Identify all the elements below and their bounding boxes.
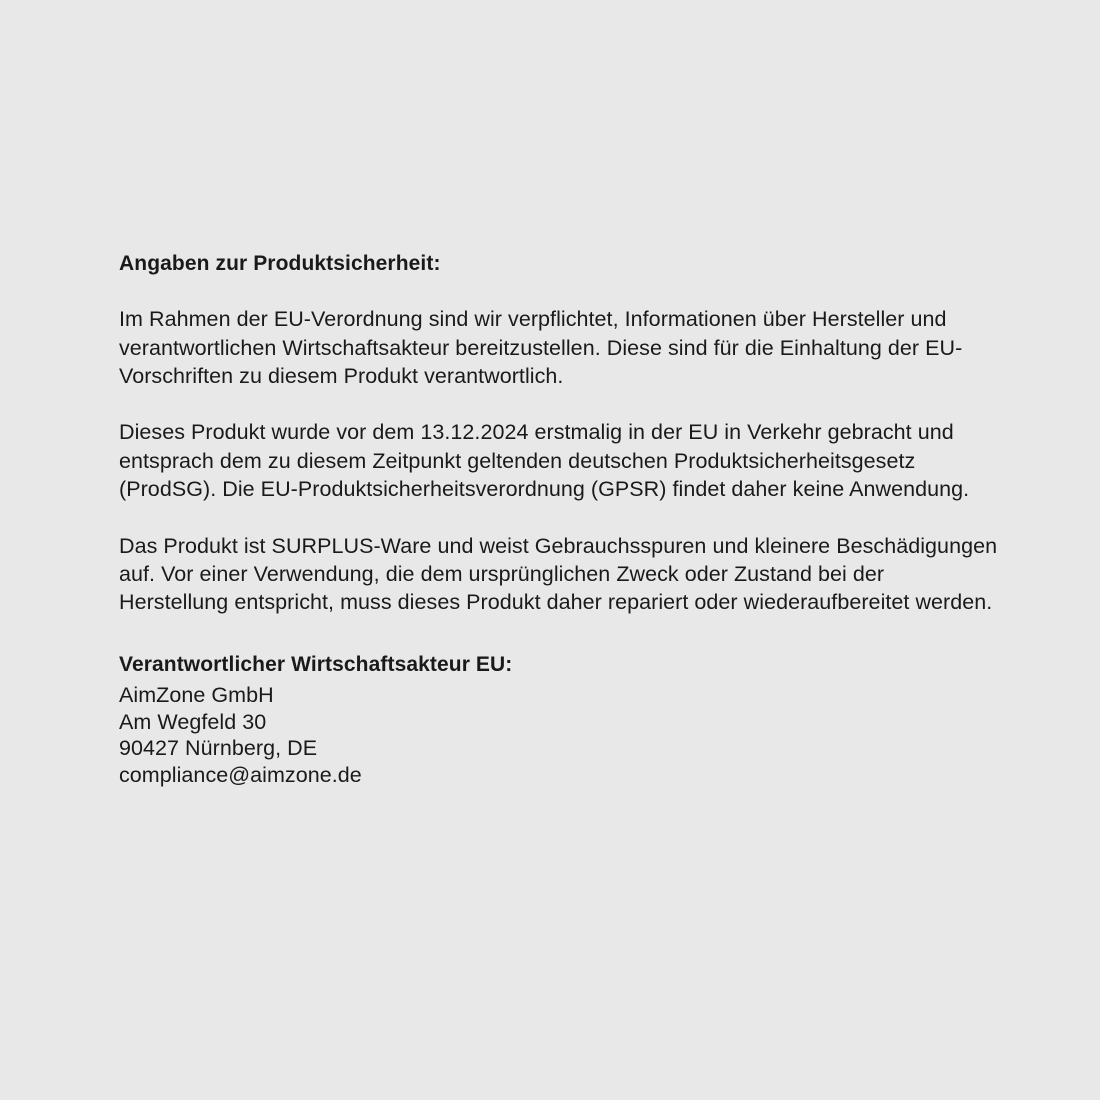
operator-company-name: AimZone GmbH bbox=[119, 682, 274, 707]
operator-city-address: 90427 Nürnberg, DE bbox=[119, 736, 318, 761]
paragraph-eu-regulation-info: Im Rahmen der EU-Verordnung sind wir verpflichtet, Informationen über Hersteller und verantwortlichen Wirtschaftsakteur bereitzustellen. Diese sind für die Einhaltung der EU-Vorschriften zu diesem Produkt verantwortlich. bbox=[119, 307, 963, 389]
responsible-operator-block bbox=[119, 651, 999, 789]
paragraph-surplus-condition: Das Produkt ist SURPLUS-Ware und weist Gebrauchsspuren und kleinere Beschädigungen auf. Vor einer Verwendung, die dem ursprünglichen Zweck oder Zustand bei der Herstellung entspricht, muss dieses Produkt daher repariert oder wiederaufbereitet werden. bbox=[119, 533, 998, 615]
operator-email: compliance@aimzone.de bbox=[119, 762, 362, 787]
page-title: Angaben zur Produktsicherheit: bbox=[119, 252, 441, 275]
document-content bbox=[119, 250, 999, 789]
operator-street-address: Am Wegfeld 30 bbox=[119, 709, 267, 734]
responsible-operator-heading: Verantwortlicher Wirtschaftsakteur EU: bbox=[119, 652, 513, 676]
paragraph-placed-on-market: Dieses Produkt wurde vor dem 13.12.2024 erstmalig in der EU in Verkehr gebracht und entsprach dem zu diesem Zeitpunkt geltenden deutschen Produktsicherheitsgesetz (ProdSG). Die EU-Produktsicherheitsverordnung (GPSR) findet daher keine Anwendung. bbox=[119, 420, 970, 502]
